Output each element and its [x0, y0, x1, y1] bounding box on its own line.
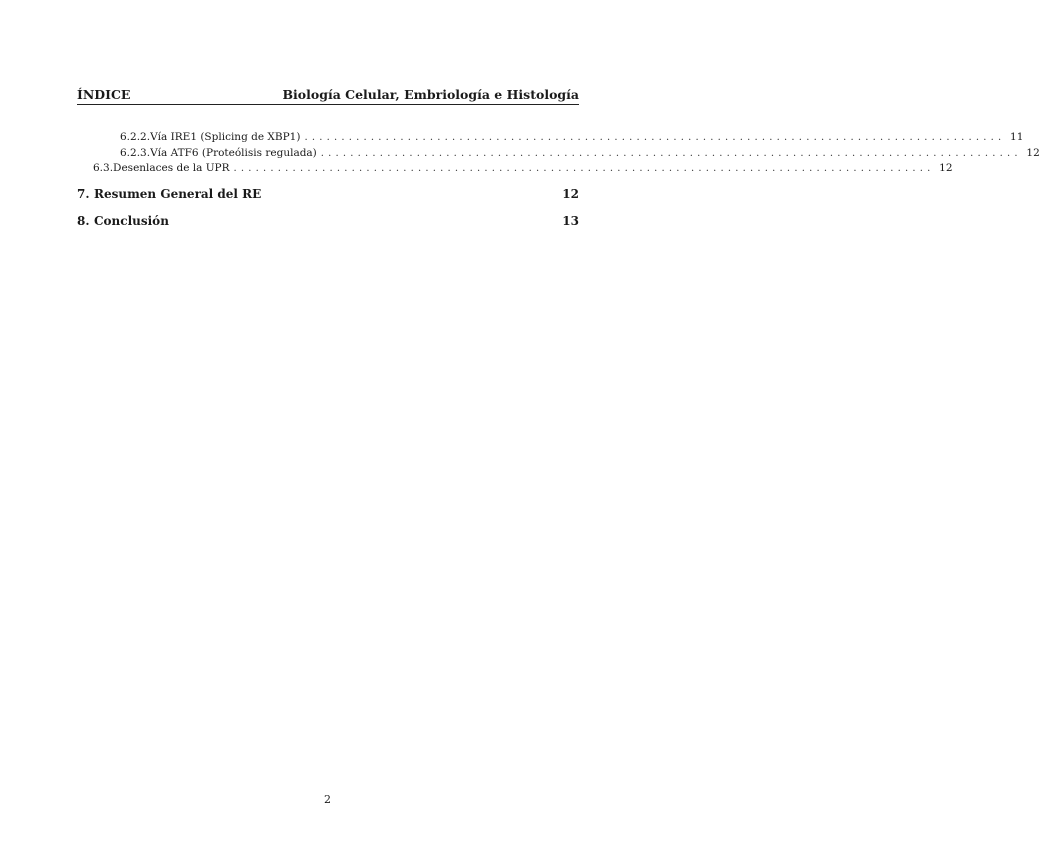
toc-leader-dots: ............................................................................................... [320, 148, 1022, 159]
toc-entry-page: 12 [1026, 147, 1040, 159]
toc-leader-dots: ............................................................................................... [304, 132, 1006, 143]
toc-entry-page: 12 [939, 162, 953, 174]
toc-entry-number: 6.3. [93, 162, 114, 174]
toc-entry-section-8[interactable] [77, 213, 579, 229]
header-document-title: Biología Celular, Embriología e Histología [282, 87, 579, 102]
page-number: 2 [324, 793, 331, 806]
toc-entry-title: Vía IRE1 (Splicing de XBP1) [150, 131, 301, 143]
toc-entry-6-2-3[interactable] [77, 146, 1040, 161]
toc-leader-dots: ............................................................................................... [233, 163, 935, 174]
toc-entry-6-2-2[interactable] [77, 130, 1024, 145]
toc-entry-title: Conclusión [94, 214, 169, 228]
header-rule [77, 104, 579, 105]
header-section-title: ÍNDICE [77, 87, 131, 102]
toc-entry-section-7[interactable] [77, 186, 579, 202]
toc-entry-title: Resumen General del RE [94, 187, 262, 201]
toc-entry-title: Desenlaces de la UPR [113, 162, 230, 174]
toc-entry-number: 6.2.2. [120, 131, 151, 143]
toc-entry-page: 12 [562, 187, 579, 201]
toc-entry-page: 13 [562, 214, 579, 228]
toc-entry-number: 7. [77, 187, 90, 201]
toc-entry-number: 8. [77, 214, 90, 228]
running-header [77, 86, 579, 104]
toc-entry-number: 6.2.3. [120, 147, 151, 159]
toc-entry-page: 11 [1010, 131, 1024, 143]
toc-entry-6-3[interactable] [77, 161, 953, 176]
toc-entry-title: Vía ATF6 (Proteólisis regulada) [150, 147, 317, 159]
